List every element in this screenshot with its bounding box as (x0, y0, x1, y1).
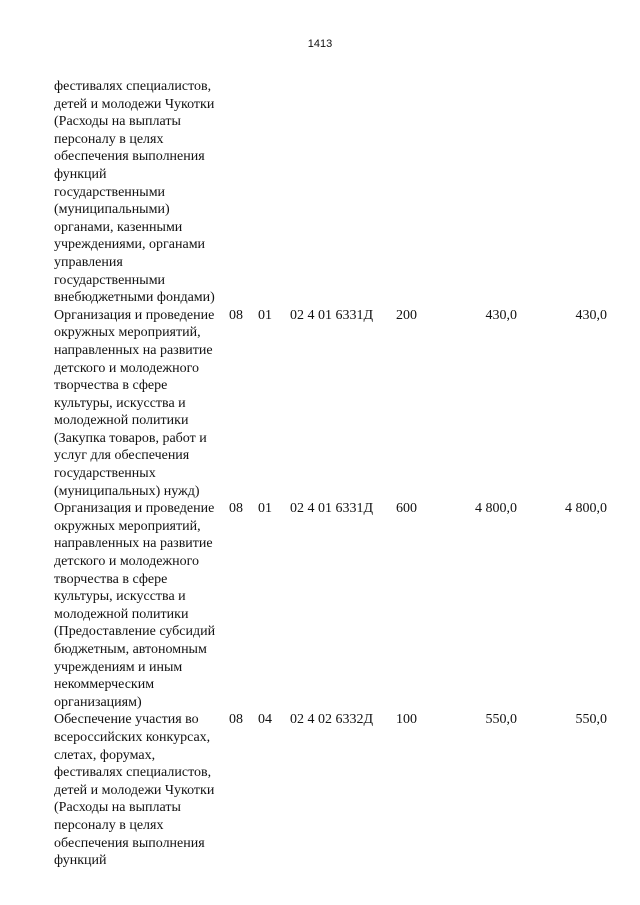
target-article-code: 02 4 01 6331Д (290, 307, 374, 323)
amount-2: 550,0 (575, 712, 607, 728)
section-code: 08 (229, 501, 243, 517)
name-line: молодежной политики (54, 606, 189, 622)
name-line: культуры, искусства и (54, 395, 186, 411)
row-name-cell (54, 307, 234, 501)
expense-type-code: 600 (396, 501, 417, 517)
name-line: функций (54, 166, 107, 182)
name-line: Организация и проведение (54, 501, 215, 517)
name-line: культуры, искусства и (54, 589, 186, 605)
row-name-cell (54, 500, 234, 711)
name-line: молодежной политики (54, 413, 189, 429)
name-line: детского и молодежного (54, 360, 199, 376)
name-line: управления (54, 254, 123, 270)
name-line: организациям) (54, 694, 142, 710)
amount-2: 430,0 (575, 307, 607, 323)
name-line: персоналу в целях (54, 131, 164, 147)
name-line: творчества в сфере (54, 571, 168, 587)
name-line: детского и молодежного (54, 554, 199, 570)
name-line: окружных мероприятий, (54, 325, 201, 341)
name-line: слетах, форумах, (54, 747, 156, 763)
expense-type-code: 200 (396, 307, 417, 323)
amount-1: 550,0 (485, 712, 517, 728)
name-line: (Закупка товаров, работ и (54, 430, 207, 446)
amount-1: 430,0 (485, 307, 517, 323)
name-line: услуг для обеспечения (54, 448, 190, 464)
name-line: фестивалях специалистов, (54, 765, 212, 781)
budget-table (0, 78, 640, 870)
name-line: учреждениями, органами (54, 237, 206, 253)
section-code: 08 (229, 712, 243, 728)
name-line: Организация и проведение (54, 307, 215, 323)
name-line: детей и молодежи Чукотки (54, 96, 215, 112)
name-line: творчества в сфере (54, 378, 168, 394)
name-line: некоммерческим (54, 677, 155, 693)
name-line: Обеспечение участия во (54, 712, 199, 728)
name-line: направленных на развитие (54, 536, 213, 552)
table-row (0, 307, 640, 501)
table-row (0, 711, 640, 869)
section-code: 08 (229, 307, 243, 323)
name-line: (Расходы на выплаты (54, 114, 181, 130)
name-line: внебюджетными фондами) (54, 290, 215, 306)
expense-type-code: 100 (396, 712, 417, 728)
name-line: фестивалях специалистов, (54, 79, 212, 94)
name-line: (муниципальными) (54, 202, 170, 218)
page-number: 1413 (307, 38, 333, 50)
name-line: функций (54, 853, 107, 869)
table-row (0, 78, 640, 307)
subsection-code: 01 (258, 501, 272, 517)
name-line: окружных мероприятий, (54, 518, 201, 534)
name-line: государственными (54, 272, 166, 288)
table-row (0, 500, 640, 711)
name-line: детей и молодежи Чукотки (54, 782, 215, 798)
name-line: обеспечения выполнения (54, 835, 205, 851)
name-line: персоналу в целях (54, 817, 164, 833)
name-line: направленных на развитие (54, 342, 213, 358)
amount-1: 4 800,0 (475, 501, 517, 517)
subsection-code: 01 (258, 307, 272, 323)
name-line: государственных (54, 466, 156, 482)
name-line: всероссийских конкурсах, (54, 729, 211, 745)
name-line: (Предоставление субсидий (54, 624, 216, 640)
name-line: (муниципальных) нужд) (54, 483, 200, 499)
name-line: государственными (54, 184, 166, 200)
name-line: (Расходы на выплаты (54, 800, 181, 816)
row-name-cell (54, 711, 234, 869)
row-name-cell (54, 78, 234, 307)
name-line: органами, казенными (54, 219, 183, 235)
target-article-code: 02 4 02 6332Д (290, 712, 374, 728)
amount-2: 4 800,0 (565, 501, 607, 517)
target-article-code: 02 4 01 6331Д (290, 501, 374, 517)
subsection-code: 04 (258, 712, 272, 728)
name-line: учреждениям и иным (54, 659, 183, 675)
name-line: обеспечения выполнения (54, 149, 205, 165)
name-line: бюджетным, автономным (54, 642, 207, 657)
